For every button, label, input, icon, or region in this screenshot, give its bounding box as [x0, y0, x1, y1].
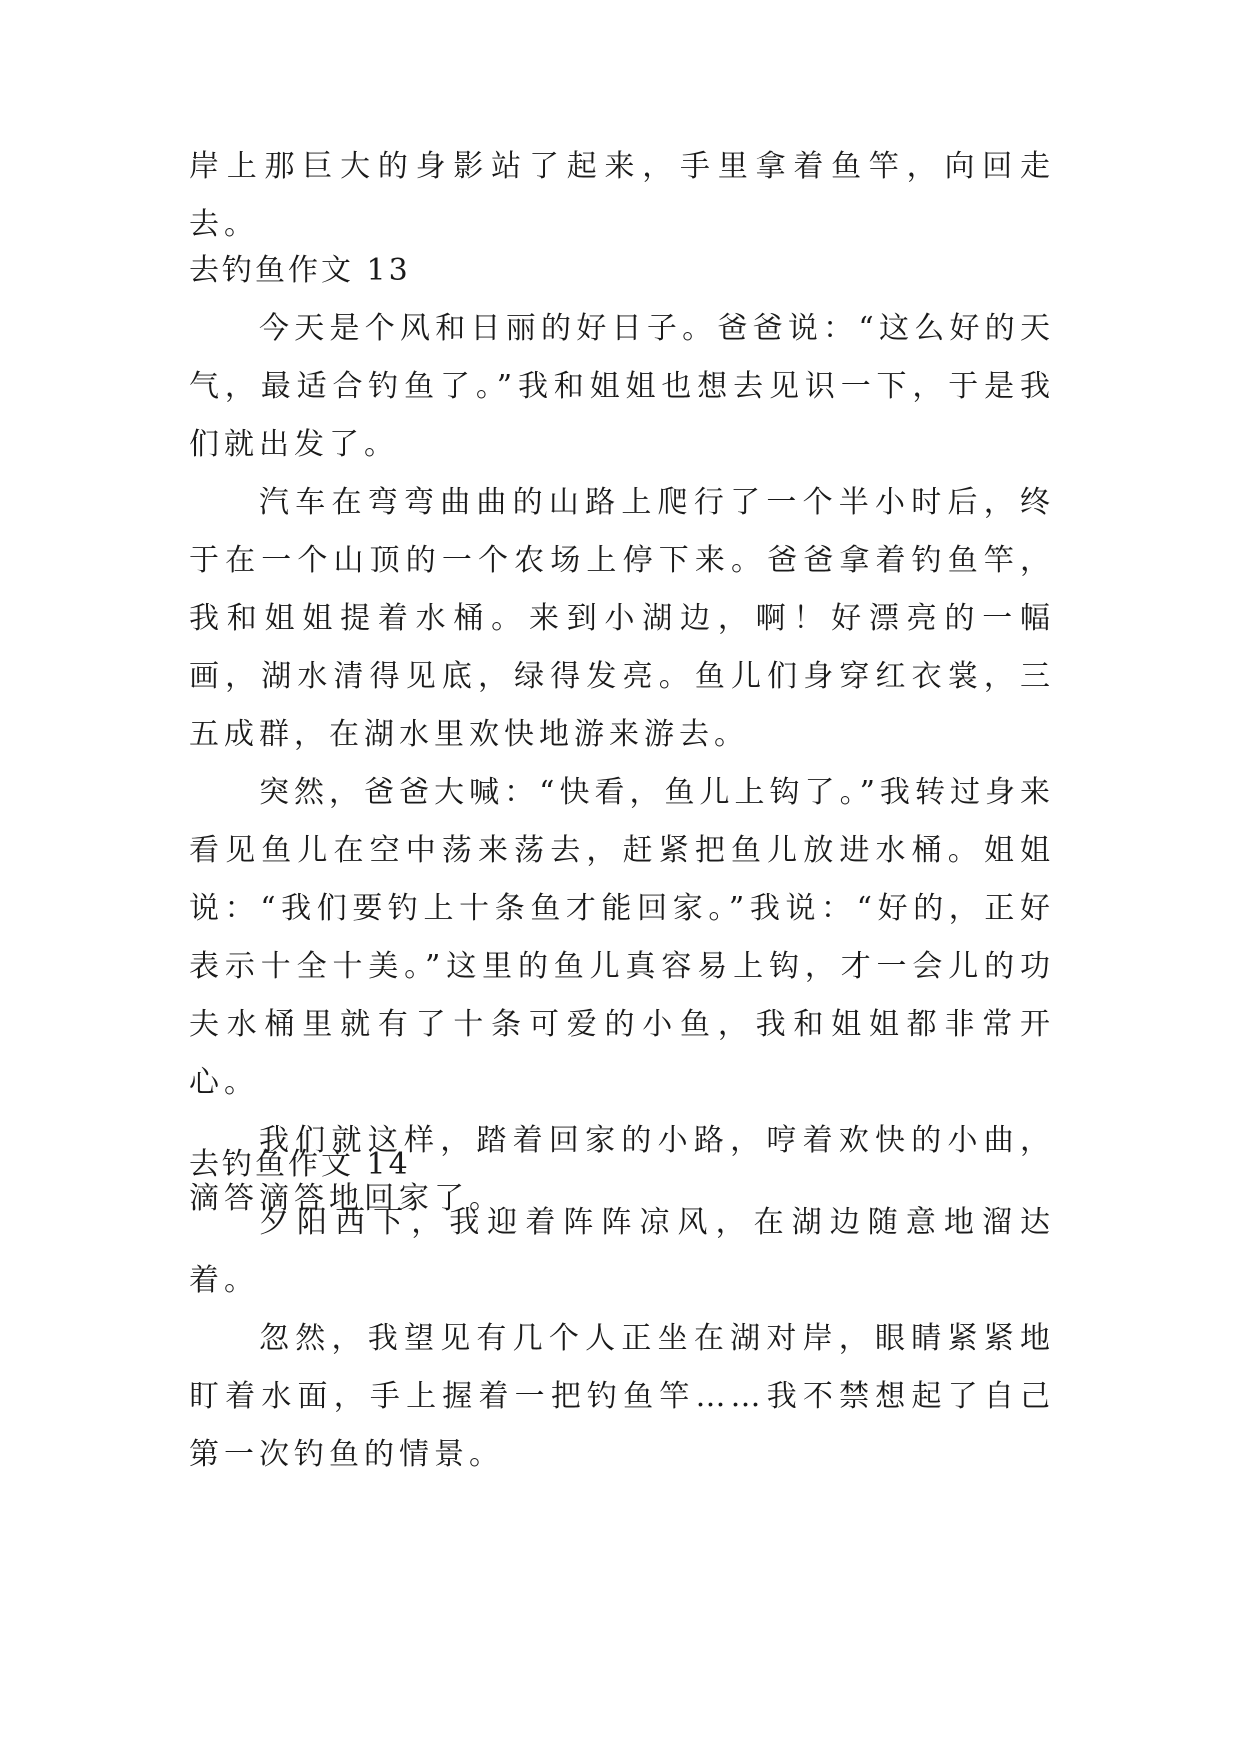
- paragraph: 忽然，我望见有几个人正坐在湖对岸，眼睛紧紧地盯着水面，手上握着一把钓鱼竿……我不禁想起了自己第一次钓鱼的情景。: [189, 1321, 1055, 1472]
- section-13: [189, 242, 1055, 1228]
- paragraph: 突然，爸爸大喊：“快看，鱼儿上钩了。”我转过身来看见鱼儿在空中荡来荡去，赶紧把鱼儿放进水桶。姐姐说：“我们要钓上十条鱼才能回家。”我说：“好的，正好表示十全十美。”这里的鱼儿真容易上钩，才一会儿的功夫水桶里就有了十条可爱的小鱼，我和姐姐都非常开心。: [189, 775, 1055, 1100]
- continuation-block: [189, 138, 1055, 254]
- section-14: [189, 1136, 1055, 1484]
- paragraph: 今天是个风和日丽的好日子。爸爸说：“这么好的天气，最适合钓鱼了。”我和姐姐也想去见识一下，于是我们就出发了。: [189, 311, 1055, 462]
- paragraph: 汽车在弯弯曲曲的山路上爬行了一个半小时后，终于在一个山顶的一个农场上停下来。爸爸拿着钓鱼竿，我和姐姐提着水桶。来到小湖边，啊！好漂亮的一幅画，湖水清得见底，绿得发亮。鱼儿们身穿红衣裳，三五成群，在湖水里欢快地游来游去。: [189, 485, 1055, 752]
- section-title: 去钓鱼作文 13: [189, 253, 411, 288]
- section-title: 去钓鱼作文 14: [189, 1147, 411, 1182]
- paragraph: 我们就这样，踏着回家的小路，哼着欢快的小曲，滴答滴答地回家了。: [189, 1123, 1055, 1216]
- paragraph: 夕阳西下，我迎着阵阵凉风，在湖边随意地溜达着。: [189, 1205, 1055, 1298]
- continuation-paragraph: 岸上那巨大的身影站了起来，手里拿着鱼竿，向回走去。: [189, 149, 1055, 242]
